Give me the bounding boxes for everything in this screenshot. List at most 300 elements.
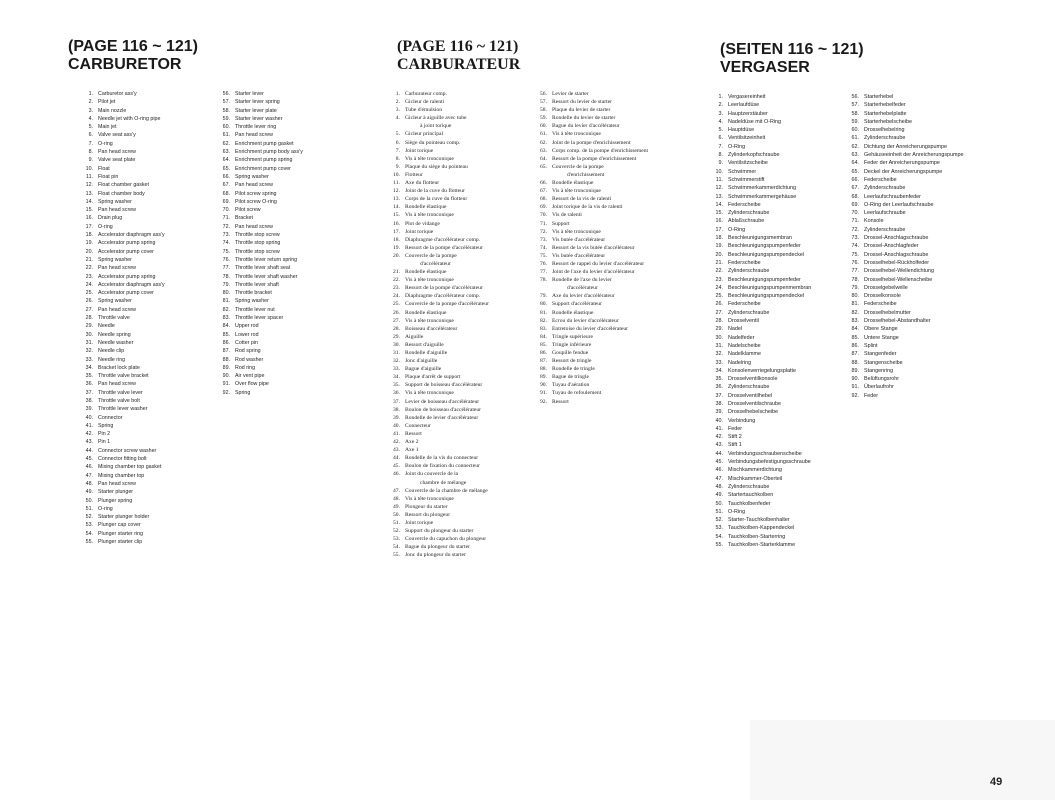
list-item <box>82 140 220 148</box>
item-number: 27. <box>393 317 400 324</box>
list-item <box>82 422 220 430</box>
item-number: 86. <box>222 339 230 346</box>
list-item <box>712 93 850 101</box>
title-part-name: CARBURATEUR <box>397 56 521 73</box>
item-text: d'accélérateur <box>420 260 451 267</box>
item-text: Axe du levier d'accélérateur <box>552 293 615 300</box>
list-item <box>82 223 220 231</box>
list-item <box>390 309 545 317</box>
list-item <box>219 115 349 123</box>
list-item <box>712 425 850 433</box>
list-item <box>712 417 850 425</box>
item-text: Drosselventilkonsole <box>728 376 778 383</box>
item-number: 78. <box>851 276 859 283</box>
list-item <box>82 322 220 330</box>
item-number: 89. <box>222 364 230 371</box>
item-text: Spring washer <box>98 298 132 305</box>
item-text: Spring <box>235 389 251 396</box>
list-item <box>712 500 850 508</box>
list-item <box>712 375 850 383</box>
item-text: Tuyau de refoulement <box>552 390 602 397</box>
item-number: 70. <box>851 210 859 217</box>
item-text: Schwimmerkammerdichtung <box>728 185 797 192</box>
item-number: 58. <box>222 107 230 114</box>
item-number: 34. <box>715 367 723 374</box>
item-text: Joint de la pompe d'enrichissement <box>552 139 631 146</box>
list-item <box>219 314 349 322</box>
list-item <box>712 458 850 466</box>
item-text: Nadelscheibe <box>728 342 761 349</box>
item-number: 88. <box>222 356 230 363</box>
section-title-german <box>720 41 864 77</box>
item-number: 59. <box>851 118 859 125</box>
list-item <box>712 325 850 333</box>
item-text: Joint torique <box>405 147 434 154</box>
item-text: Stangenfeder <box>864 351 897 358</box>
item-text: Vis de ralenti <box>552 212 582 219</box>
list-item <box>390 147 545 155</box>
item-number: 5. <box>395 131 400 138</box>
item-number: 58. <box>540 107 547 114</box>
item-number: 52. <box>85 514 93 521</box>
item-text: Verbindung <box>728 417 756 424</box>
item-number: 8. <box>718 152 723 159</box>
list-item <box>82 148 220 156</box>
item-text: Accelerator diaphragm ass'y <box>98 281 165 288</box>
item-number: 15. <box>85 207 93 214</box>
item-number: 60. <box>851 127 859 134</box>
list-item <box>848 168 1055 176</box>
item-number: 92. <box>222 389 230 396</box>
list-item <box>712 168 850 176</box>
item-number: 89. <box>851 367 859 374</box>
list-item <box>537 398 702 406</box>
list-item <box>712 433 850 441</box>
item-number: 30. <box>85 331 93 338</box>
item-number: 50. <box>393 511 400 518</box>
item-number: 14. <box>393 204 400 211</box>
item-text: Startertauchkolben <box>728 492 774 499</box>
list-item <box>712 292 850 300</box>
item-number: 53. <box>85 522 93 529</box>
item-text: Drosselventilschraube <box>728 400 782 407</box>
item-number: 40. <box>715 417 723 424</box>
item-number: 72. <box>222 223 230 230</box>
item-text: Ressort de la pompe d'accélérateur <box>405 244 483 251</box>
list-item <box>848 159 1055 167</box>
item-number: 91. <box>851 384 859 391</box>
list-item <box>219 281 349 289</box>
list-item <box>219 339 349 347</box>
list-item <box>219 356 349 364</box>
item-number: 53. <box>715 525 723 532</box>
item-text: Carburateur comp. <box>405 91 447 97</box>
list-item <box>390 414 545 422</box>
item-number: 6. <box>88 132 93 139</box>
list-item <box>219 322 349 330</box>
item-number: 2. <box>395 99 400 106</box>
item-text: Ablaßschraube <box>728 218 765 225</box>
list-item <box>390 284 545 292</box>
item-number: 51. <box>393 519 400 526</box>
item-number: 66. <box>851 176 859 183</box>
item-text: Throttle lever return spring <box>235 256 298 263</box>
item-number: 78. <box>540 277 547 284</box>
list-item <box>390 195 545 203</box>
item-text: Pan head screw <box>235 132 273 139</box>
item-number: 81. <box>540 309 547 316</box>
item-number: 76. <box>222 256 230 263</box>
item-text: Bague d'aiguille <box>405 366 442 373</box>
item-text: Vis à tête tronconique <box>405 212 454 219</box>
item-text: Beschleunigungspumpenfeder <box>728 243 801 250</box>
item-text: Federscheibe <box>864 176 897 183</box>
item-number: 38. <box>715 400 723 407</box>
item-text: Aiguille <box>405 333 424 340</box>
item-number: 17. <box>393 228 400 235</box>
list-item <box>82 214 220 222</box>
item-number: 41. <box>85 422 93 429</box>
list-item <box>712 134 850 142</box>
item-number: 4. <box>718 118 723 125</box>
list-item <box>390 389 545 397</box>
section-title-english <box>68 38 198 74</box>
list-item <box>390 220 545 228</box>
list-item <box>712 217 850 225</box>
item-text: Konsole <box>864 218 884 225</box>
list-item <box>712 143 850 151</box>
item-text: Zylinderschraube <box>728 384 770 391</box>
list-item <box>82 372 220 380</box>
item-number: 45. <box>85 456 93 463</box>
item-text: Beschleunigungspumpenfeder <box>728 276 801 283</box>
item-number: 54. <box>393 544 400 551</box>
list-item <box>537 325 702 333</box>
list-item <box>82 165 220 173</box>
list-item <box>390 325 545 333</box>
item-text: Ressort <box>552 398 569 405</box>
item-text: Nadelring <box>728 359 752 366</box>
item-number: 12. <box>393 188 400 195</box>
item-text: Bracket lock plate <box>98 364 140 371</box>
item-number: 12. <box>85 182 93 189</box>
item-text: Mixing chamber top <box>98 472 145 479</box>
item-number: 11. <box>715 176 723 183</box>
list-item <box>712 392 850 400</box>
list-item <box>848 201 1055 209</box>
item-number: 38. <box>393 406 400 413</box>
item-text: Starter lever plate <box>235 107 277 114</box>
item-number: 50. <box>715 500 723 507</box>
item-text: Upper rod <box>235 323 259 330</box>
item-number: 63. <box>851 152 859 159</box>
item-text: Tauchkolben-Starterring <box>728 533 786 540</box>
item-text: Deckel der Anreicherungspumpe <box>864 168 943 175</box>
list-item <box>848 118 1055 126</box>
item-text: Pan head screw <box>235 182 273 189</box>
item-number: 82. <box>222 306 230 313</box>
title-page-range: (PAGE 116 ~ 121) <box>68 38 198 55</box>
item-text: Zylinderschraube <box>728 210 770 217</box>
list-item <box>712 284 850 292</box>
item-text: Starter plunger <box>98 489 134 496</box>
list-item <box>537 381 702 389</box>
list-item <box>390 252 545 260</box>
item-text: Accelerator pump spring <box>98 240 156 247</box>
list-item <box>537 373 702 381</box>
list-item <box>537 155 702 163</box>
item-number: 73. <box>851 235 859 242</box>
item-number: 49. <box>85 489 93 496</box>
list-item <box>848 359 1055 367</box>
item-number: 41. <box>715 425 723 432</box>
list-item <box>712 475 850 483</box>
list-item <box>82 289 220 297</box>
list-item <box>390 300 545 308</box>
item-text: Rondelle élastique <box>552 180 594 187</box>
item-number: 44. <box>85 447 93 454</box>
list-item <box>390 381 545 389</box>
item-number: 43. <box>85 439 93 446</box>
list-item <box>537 276 702 284</box>
item-text: Drosselgebelwelle <box>864 284 908 291</box>
list-item <box>537 244 702 252</box>
item-text: Federscheibe <box>864 301 897 308</box>
list-item <box>219 248 349 256</box>
list-item <box>712 267 850 275</box>
item-number: 35. <box>85 373 93 380</box>
list-item <box>537 98 702 106</box>
item-number: 75. <box>851 251 859 258</box>
item-text: Joint torique <box>405 519 434 526</box>
list-item <box>537 252 702 260</box>
list-item <box>848 110 1055 118</box>
list-item <box>390 454 545 462</box>
list-item <box>712 541 850 549</box>
item-number: 72. <box>851 226 859 233</box>
list-item <box>82 248 220 256</box>
item-number: 81. <box>222 298 230 305</box>
list-item <box>82 173 220 181</box>
parts-list-sheet <box>62 30 750 718</box>
item-text: Zylinderschraube <box>864 185 906 192</box>
item-text: Throttle stop spring <box>235 240 281 247</box>
item-number: 42. <box>393 439 400 446</box>
item-number: 73. <box>222 232 230 239</box>
item-number: 36. <box>85 381 93 388</box>
item-number: 17. <box>715 226 723 233</box>
item-text: Joint du couvercle de la <box>405 471 459 478</box>
item-text: Float pin <box>98 173 119 180</box>
list-item <box>82 123 220 131</box>
item-text: Connecteur <box>405 422 431 429</box>
list-item <box>848 101 1055 109</box>
item-text: Untere Stange <box>864 334 899 341</box>
item-number: 26. <box>85 298 93 305</box>
item-text: Needle jet with O-ring pipe <box>98 115 161 122</box>
list-item <box>712 184 850 192</box>
item-number: 48. <box>85 480 93 487</box>
item-text: Überlaufrohr <box>864 384 894 391</box>
list-item <box>537 317 702 325</box>
item-number: 13. <box>85 190 93 197</box>
list-item <box>82 306 220 314</box>
list-item <box>82 198 220 206</box>
item-number: 84. <box>222 323 230 330</box>
list-item <box>390 543 545 551</box>
item-text: Nadelklamme <box>728 351 761 358</box>
item-number: 71. <box>540 220 547 227</box>
item-number: 46. <box>85 464 93 471</box>
item-text: Verbindungsbefestigungsschraube <box>728 459 811 466</box>
item-text: Boulon de fixation du connecteur <box>405 463 480 470</box>
item-text: Zylinderschraube <box>864 226 906 233</box>
list-item <box>390 470 545 478</box>
item-text: Mischkammerdichtung <box>728 467 782 474</box>
item-number: 56. <box>851 94 859 100</box>
item-text: Spring washer <box>98 256 132 263</box>
item-number: 18. <box>85 232 93 239</box>
list-item <box>537 228 702 236</box>
item-number: 35. <box>393 382 400 389</box>
item-number: 67. <box>222 182 230 189</box>
item-number: 28. <box>715 318 723 325</box>
item-number: 69. <box>222 198 230 205</box>
item-text: Zylinderschraube <box>728 309 770 316</box>
english-list-column-1 <box>82 90 220 546</box>
item-number: 44. <box>393 455 400 462</box>
list-item <box>390 479 545 487</box>
list-item <box>390 98 545 106</box>
item-number: 66. <box>222 173 230 180</box>
list-item <box>537 171 702 179</box>
item-text: Vis à tête tronconique <box>405 277 454 284</box>
list-item <box>390 228 545 236</box>
item-number: 58. <box>851 110 859 117</box>
list-item <box>537 211 702 219</box>
item-number: 19. <box>715 243 723 250</box>
item-text: Accelerator pump cover <box>98 248 154 255</box>
item-text: Accelerator diaphragm ass'y <box>98 232 165 239</box>
list-item <box>219 165 349 173</box>
item-text: d'accélérateur <box>567 285 598 292</box>
item-number: 79. <box>222 281 230 288</box>
list-item <box>848 342 1055 350</box>
item-number: 90. <box>222 373 230 380</box>
item-text: Federscheibe <box>728 301 761 308</box>
item-number: 55. <box>715 542 723 549</box>
list-item <box>219 273 349 281</box>
list-item <box>712 259 850 267</box>
item-text: Diaphragme d'accélérateur comp. <box>405 293 481 300</box>
item-text: Leerlaufschraubenfeder <box>864 193 921 200</box>
item-text: Throttle lever nut <box>235 306 275 313</box>
list-item <box>712 242 850 250</box>
item-number: 29. <box>715 326 723 333</box>
list-item <box>712 334 850 342</box>
item-number: 55. <box>85 539 93 546</box>
item-number: 23. <box>393 285 400 292</box>
list-item <box>219 389 349 397</box>
item-text: Main jet <box>98 124 117 131</box>
german-list-column-1 <box>712 93 850 549</box>
item-text: Rod spring <box>235 348 261 355</box>
item-text: Rondelle de la vis du connecteur <box>405 455 479 462</box>
item-number: 42. <box>85 431 93 438</box>
list-item <box>219 90 349 98</box>
item-number: 81. <box>851 301 859 308</box>
list-item <box>390 438 545 446</box>
item-text: Mischkammer-Oberteil <box>728 475 783 482</box>
list-item <box>848 126 1055 134</box>
item-number: 57. <box>851 102 859 109</box>
list-item <box>390 357 545 365</box>
item-text: Leerlaufdüse <box>728 102 760 109</box>
list-item <box>82 314 220 322</box>
item-number: 37. <box>85 389 93 396</box>
item-text: Zylinderkopfschraube <box>728 152 780 159</box>
item-number: 67. <box>540 188 547 195</box>
item-number: 16. <box>85 215 93 222</box>
item-number: 1. <box>395 91 400 97</box>
list-item <box>390 106 545 114</box>
item-number: 79. <box>540 293 547 300</box>
item-text: O-Ring <box>728 508 746 515</box>
item-text: Support du plongeur du starter <box>405 528 474 535</box>
item-number: 76. <box>540 260 547 267</box>
list-item <box>390 268 545 276</box>
list-item <box>848 317 1055 325</box>
list-item <box>712 159 850 167</box>
list-item <box>712 151 850 159</box>
item-number: 46. <box>393 471 400 478</box>
item-number: 82. <box>540 317 547 324</box>
list-item <box>712 367 850 375</box>
item-number: 25. <box>393 301 400 308</box>
list-item <box>712 342 850 350</box>
item-text: Drosselhebel-Wellendichtung <box>864 268 935 275</box>
item-number: 80. <box>540 301 547 308</box>
item-text: Vis à tête tronconique <box>405 155 454 162</box>
list-item <box>82 239 220 247</box>
item-text: Drosselhebel-Rückholfeder <box>864 259 930 266</box>
item-text: Carburetor ass'y <box>98 91 137 97</box>
item-number: 85. <box>540 341 547 348</box>
list-item <box>82 405 220 413</box>
list-item <box>219 306 349 314</box>
item-text: Throttle valve bracket <box>98 373 149 380</box>
item-text: Float chamber body <box>98 190 145 197</box>
item-text: Zylinderschraube <box>728 268 770 275</box>
item-number: 6. <box>395 139 400 146</box>
item-number: 49. <box>393 503 400 510</box>
item-text: Tauchkolben-Kappendeckel <box>728 525 795 532</box>
item-text: Float chamber gasket <box>98 182 149 189</box>
item-text: Starterhebelplatte <box>864 110 907 117</box>
list-item <box>848 151 1055 159</box>
item-text: Throttle lever shaft <box>235 281 279 288</box>
item-text: Throttle stop screw <box>235 232 280 239</box>
list-item <box>712 276 850 284</box>
item-text: Connector screw washer <box>98 447 157 454</box>
list-item <box>82 256 220 264</box>
list-item <box>848 325 1055 333</box>
item-number: 6. <box>718 135 723 142</box>
list-item <box>848 217 1055 225</box>
item-text: Starterhebel <box>864 94 894 100</box>
list-item <box>712 516 850 524</box>
list-item <box>82 472 220 480</box>
